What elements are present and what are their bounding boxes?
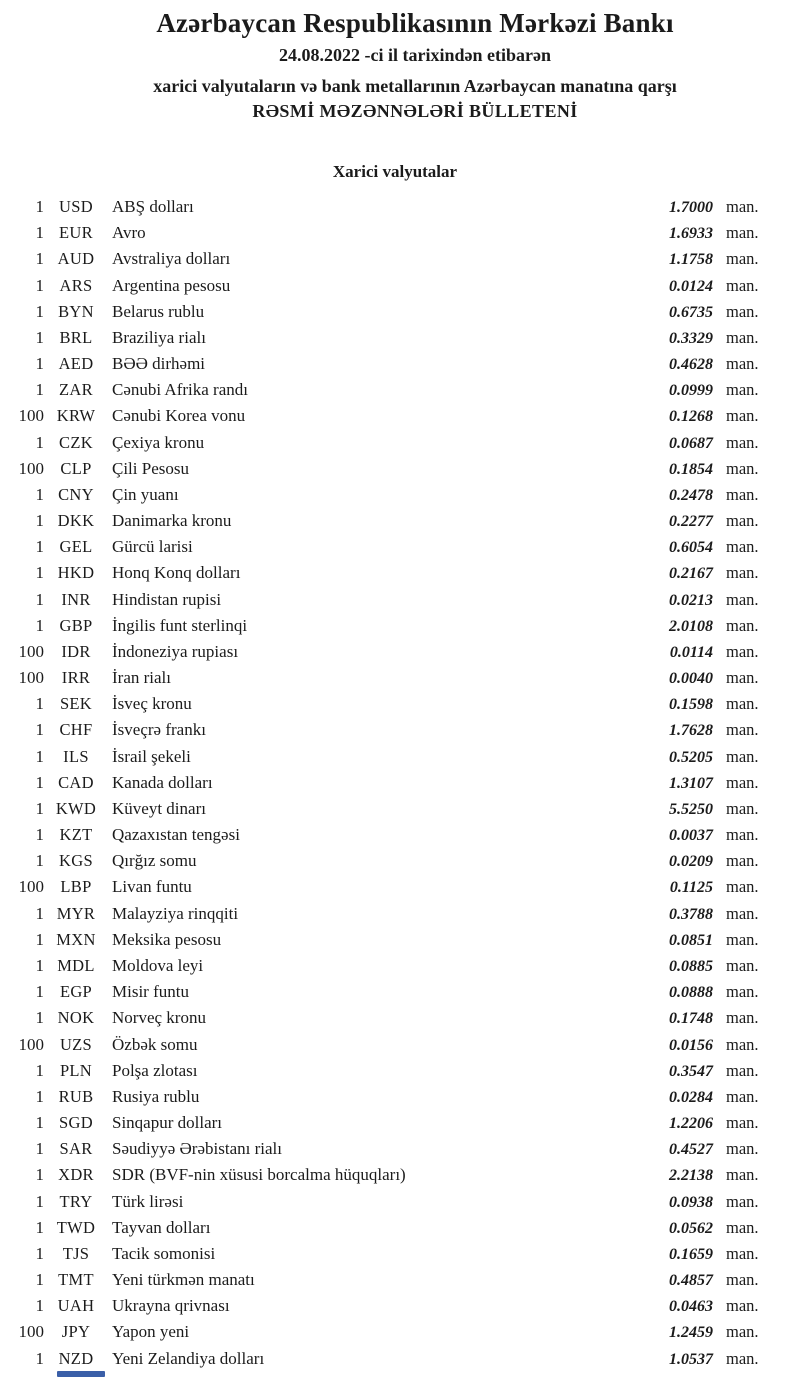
unit-cell: man. [726,1191,759,1211]
rate-row [0,1005,800,1031]
quantity-cell: 1 [35,354,44,374]
rate-value-cell: 0.0463 [669,1298,713,1316]
currency-code-cell: ZAR [59,380,93,400]
quantity-cell: 1 [35,589,44,609]
rate-row [0,1032,800,1058]
rate-row [0,953,800,979]
currency-code-cell: LBP [60,877,92,897]
currency-code-cell: NOK [57,1008,95,1028]
rate-value-cell: 0.6735 [669,303,713,321]
rate-value-cell: 0.1125 [669,879,713,897]
quantity-cell: 1 [35,249,44,269]
rate-value-cell: 0.3547 [669,1062,713,1080]
unit-cell: man. [726,432,759,452]
rate-row [0,822,800,848]
currency-code-cell: KZT [59,825,93,845]
clipped-next-content-bar [57,1371,105,1377]
currency-name-cell: İran rialı [112,668,171,688]
quantity-cell: 1 [35,955,44,975]
rate-row [0,1084,800,1110]
currency-name-cell: Küveyt dinarı [112,798,206,818]
quantity-cell: 1 [35,511,44,531]
rate-row [0,770,800,796]
rate-row [0,482,800,508]
currency-code-cell: GBP [59,615,93,635]
unit-cell: man. [726,354,759,374]
quantity-cell: 1 [35,694,44,714]
rate-row [0,1319,800,1345]
currency-code-cell: UAH [57,1296,95,1316]
currency-name-cell: Çin yuanı [112,484,179,504]
rate-value-cell: 1.3107 [669,774,713,792]
currency-code-cell: CHF [59,720,93,740]
currency-code-cell: IDR [61,641,91,661]
unit-cell: man. [726,484,759,504]
currency-name-cell: Polşa zlotası [112,1060,198,1080]
unit-cell: man. [726,982,759,1002]
currency-code-cell: CLP [60,458,92,478]
currency-code-cell: HKD [57,563,95,583]
currency-name-cell: Türk lirəsi [112,1191,184,1211]
unit-cell: man. [726,1270,759,1290]
currency-name-cell: Avstraliya dolları [112,249,231,269]
unit-cell: man. [726,197,759,216]
unit-cell: man. [726,249,759,269]
rate-value-cell: 0.0885 [669,957,713,975]
unit-cell: man. [726,537,759,557]
rate-value-cell: 0.0040 [669,670,713,688]
currency-code-cell: MYR [56,903,96,923]
rate-value-cell: 0.0114 [669,643,713,661]
rate-value-cell: 0.2167 [669,565,713,583]
currency-name-cell: Sinqapur dolları [112,1113,223,1133]
exchange-rates-table [0,194,800,1372]
rate-row [0,299,800,325]
unit-cell: man. [726,1217,759,1237]
rate-row [0,508,800,534]
rate-value-cell: 0.1659 [669,1245,713,1263]
unit-cell: man. [726,563,759,583]
rate-value-cell: 0.0999 [669,382,713,400]
rate-value-cell: 0.0124 [669,277,713,295]
rate-value-cell: 1.2206 [669,1115,713,1133]
currency-code-cell: MDL [57,955,95,975]
rate-value-cell: 0.0156 [669,1036,713,1054]
unit-cell: man. [726,955,759,975]
currency-name-cell: Norveç kronu [112,1008,206,1028]
currency-name-cell: Cənubi Korea vonu [112,406,246,426]
rate-row [0,1293,800,1319]
rate-value-cell: 0.6054 [669,539,713,557]
rate-value-cell: 0.0213 [669,591,713,609]
quantity-cell: 1 [35,563,44,583]
rate-row [0,901,800,927]
currency-name-cell: Qazaxıstan tengəsi [112,825,240,845]
rate-row [0,377,800,403]
rate-value-cell: 0.0938 [669,1193,713,1211]
quantity-cell: 1 [35,746,44,766]
rate-value-cell: 0.0209 [669,853,713,871]
currency-name-cell: Argentina pesosu [112,275,231,295]
rate-value-cell: 1.2459 [669,1324,713,1342]
currency-code-cell: ILS [63,746,89,766]
unit-cell: man. [726,1296,759,1316]
rate-value-cell: 2.0108 [669,617,713,635]
unit-cell: man. [726,275,759,295]
unit-cell: man. [726,327,759,347]
rate-value-cell: 0.2277 [669,513,713,531]
unit-cell: man. [726,929,759,949]
rate-row [0,1215,800,1241]
quantity-cell: 1 [35,1243,44,1263]
currency-name-cell: Livan funtu [112,877,192,897]
rate-row [0,351,800,377]
rate-value-cell: 0.2478 [669,486,713,504]
rate-value-cell: 0.0037 [669,827,713,845]
unit-cell: man. [726,406,759,426]
quantity-cell: 1 [35,275,44,295]
currency-code-cell: CNY [58,484,94,504]
quantity-cell: 100 [18,406,44,426]
currency-code-cell: SGD [59,1113,93,1133]
rate-value-cell: 1.7628 [669,722,713,740]
quantity-cell: 100 [18,877,44,897]
currency-code-cell: CAD [58,772,94,792]
rate-value-cell: 0.4628 [669,356,713,374]
currency-code-cell: TRY [59,1191,93,1211]
currency-code-cell: TWD [56,1217,96,1237]
rate-row [0,220,800,246]
quantity-cell: 1 [35,929,44,949]
currency-name-cell: Misir funtu [112,982,189,1002]
rate-row [0,403,800,429]
currency-name-cell: Ukrayna qrivnası [112,1296,230,1316]
unit-cell: man. [726,772,759,792]
quantity-cell: 1 [35,1113,44,1133]
rate-row [0,744,800,770]
rate-value-cell: 0.0562 [669,1219,713,1237]
unit-cell: man. [726,1034,759,1054]
currency-code-cell: USD [59,197,93,216]
currency-name-cell: Çili Pesosu [112,458,189,478]
currency-name-cell: İsrail şekeli [112,746,191,766]
unit-cell: man. [726,1113,759,1133]
rate-value-cell: 0.1748 [669,1010,713,1028]
currency-code-cell: SAR [59,1139,93,1159]
unit-cell: man. [726,511,759,531]
quantity-cell: 1 [35,1296,44,1316]
currency-code-cell: AED [58,354,94,374]
quantity-cell: 1 [35,851,44,871]
currency-code-cell: INR [61,589,91,609]
rate-value-cell: 1.1758 [669,251,713,269]
currency-code-cell: UZS [59,1034,93,1054]
rate-row [0,979,800,1005]
rate-value-cell: 0.5205 [669,748,713,766]
currency-name-cell: ABŞ dolları [112,197,194,216]
currency-name-cell: Braziliya rialı [112,327,206,347]
unit-cell: man. [726,301,759,321]
rate-row [0,587,800,613]
rate-row [0,560,800,586]
currency-name-cell: Cənubi Afrika randı [112,380,248,400]
effective-date-line: 24.08.2022 -ci il tarixindən etibarən [279,45,551,65]
rate-row [0,1058,800,1084]
rate-row [0,534,800,560]
currency-name-cell: Yeni türkmən manatı [112,1270,255,1290]
currency-code-cell: KWD [55,798,97,818]
unit-cell: man. [726,589,759,609]
rate-value-cell: 5.5250 [669,800,713,818]
quantity-cell: 1 [35,1348,44,1368]
unit-cell: man. [726,720,759,740]
rate-value-cell: 0.3788 [669,905,713,923]
unit-cell: man. [726,798,759,818]
unit-cell: man. [726,380,759,400]
quantity-cell: 1 [35,1008,44,1028]
quantity-cell: 1 [35,903,44,923]
rate-value-cell: 0.4527 [669,1141,713,1159]
rate-value-cell: 0.4857 [669,1272,713,1290]
rate-value-cell: 0.1598 [669,696,713,714]
rate-value-cell: 1.6933 [669,225,713,243]
currency-code-cell: XDR [58,1165,94,1185]
currency-code-cell: BYN [58,301,94,321]
unit-cell: man. [726,223,759,243]
rate-value-cell: 0.0851 [669,931,713,949]
rate-row [0,456,800,482]
quantity-cell: 1 [35,432,44,452]
rate-row [0,796,800,822]
currency-code-cell: KGS [59,851,93,871]
rate-value-cell: 0.0687 [669,434,713,452]
currency-code-cell: ARS [59,275,93,295]
rate-row [0,691,800,717]
quantity-cell: 1 [35,223,44,243]
currency-code-cell: AUD [57,249,95,269]
rate-row [0,273,800,299]
rate-row [0,1110,800,1136]
currency-name-cell: Yeni Zelandiya dolları [112,1348,265,1368]
unit-cell: man. [726,1348,759,1368]
currency-name-cell: Honq Konq dolları [112,563,241,583]
quantity-cell: 1 [35,327,44,347]
currency-code-cell: CZK [59,432,93,452]
rate-row [0,848,800,874]
unit-cell: man. [726,1060,759,1080]
unit-cell: man. [726,1008,759,1028]
quantity-cell: 1 [35,1270,44,1290]
unit-cell: man. [726,1322,759,1342]
rate-row [0,874,800,900]
currency-name-cell: Çexiya kronu [112,432,205,452]
quantity-cell: 1 [35,982,44,1002]
rate-row [0,927,800,953]
currency-name-cell: Avro [112,223,146,243]
rate-row [0,246,800,272]
rate-row [0,1162,800,1188]
quantity-cell: 100 [18,668,44,688]
rate-row [0,717,800,743]
rate-row [0,639,800,665]
unit-cell: man. [726,1243,759,1263]
quantity-cell: 1 [35,1191,44,1211]
rate-row [0,665,800,691]
quantity-cell: 100 [18,1322,44,1342]
rate-row [0,613,800,639]
rate-value-cell: 0.0284 [669,1088,713,1106]
rate-row [0,1267,800,1293]
quantity-cell: 1 [35,1139,44,1159]
currency-name-cell: Rusiya rublu [112,1086,200,1106]
currency-code-cell: EUR [59,223,93,243]
rate-row [0,1189,800,1215]
currency-code-cell: SEK [59,694,93,714]
currency-code-cell: GEL [59,537,93,557]
currency-name-cell: BƏƏ dirhəmi [112,354,206,374]
unit-cell: man. [726,903,759,923]
quantity-cell: 1 [35,720,44,740]
rate-value-cell: 2.2138 [669,1167,713,1185]
quantity-cell: 1 [35,380,44,400]
currency-code-cell: MXN [56,929,96,949]
currency-name-cell: Moldova leyi [112,955,204,975]
unit-cell: man. [726,1139,759,1159]
quantity-cell: 1 [35,537,44,557]
unit-cell: man. [726,615,759,635]
quantity-cell: 1 [35,825,44,845]
currency-code-cell: IRR [61,668,91,688]
currency-name-cell: İsveç kronu [112,694,192,714]
currency-code-cell: NZD [58,1348,94,1368]
currency-name-cell: Belarus rublu [112,301,205,321]
quantity-cell: 100 [18,1034,44,1054]
rate-value-cell: 1.7000 [669,199,713,216]
currency-name-cell: Səudiyyə Ərəbistanı rialı [112,1139,282,1159]
unit-cell: man. [726,746,759,766]
currency-name-cell: Yapon yeni [112,1322,190,1342]
quantity-cell: 1 [35,1060,44,1080]
currency-name-cell: Meksika pesosu [112,929,222,949]
currency-code-cell: TMT [58,1270,94,1290]
quantity-cell: 100 [18,641,44,661]
quantity-cell: 1 [35,301,44,321]
unit-cell: man. [726,877,759,897]
currency-name-cell: İndoneziya rupiası [112,641,239,661]
unit-cell: man. [726,458,759,478]
unit-cell: man. [726,1086,759,1106]
currency-code-cell: PLN [59,1060,93,1080]
currency-code-cell: EGP [59,982,93,1002]
currency-name-cell: SDR (BVF-nin xüsusi borcalma hüquqları) [112,1165,406,1185]
currency-name-cell: Qırğız somu [112,851,197,871]
bank-name: Azərbaycan Respublikasının Mərkəzi Bankı [156,8,674,38]
currency-name-cell: Malayziya rinqqiti [112,903,239,923]
currency-code-cell: DKK [57,511,95,531]
bulletin-title: RƏSMİ MƏZƏNNƏLƏRİ BÜLLETENİ [252,101,578,121]
rate-row [0,194,800,220]
rate-value-cell: 0.1854 [669,460,713,478]
currency-code-cell: TJS [62,1243,90,1263]
currency-code-cell: BRL [59,327,93,347]
quantity-cell: 1 [35,484,44,504]
currency-name-cell: İngilis funt sterlinqi [112,615,248,635]
section-title-foreign-currencies: Xarici valyutalar [332,162,458,181]
currency-name-cell: Tacik somonisi [112,1243,216,1263]
currency-name-cell: Özbək somu [112,1034,198,1054]
unit-cell: man. [726,641,759,661]
rate-value-cell: 0.3329 [669,329,713,347]
currency-name-cell: Tayvan dolları [112,1217,211,1237]
currency-name-cell: İsveçrə frankı [112,720,206,740]
quantity-cell: 1 [35,798,44,818]
currency-name-cell: Gürcü larisi [112,537,193,557]
currency-name-cell: Danimarka kronu [112,511,232,531]
quantity-cell: 1 [35,197,44,216]
rate-row [0,1346,800,1372]
scope-line: xarici valyutaların və bank metallarının Azərbaycan manatına qarşı [153,76,677,96]
unit-cell: man. [726,1165,759,1185]
rate-row [0,1241,800,1267]
rate-row [0,325,800,351]
currency-code-cell: RUB [58,1086,94,1106]
currency-code-cell: JPY [61,1322,91,1342]
quantity-cell: 1 [35,1217,44,1237]
unit-cell: man. [726,825,759,845]
quantity-cell: 1 [35,1165,44,1185]
unit-cell: man. [726,668,759,688]
rate-row [0,430,800,456]
rate-value-cell: 1.0537 [669,1350,713,1368]
quantity-cell: 1 [35,1086,44,1106]
quantity-cell: 1 [35,615,44,635]
unit-cell: man. [726,851,759,871]
currency-name-cell: Kanada dolları [112,772,213,792]
rate-row [0,1136,800,1162]
rate-value-cell: 0.0888 [669,984,713,1002]
quantity-cell: 100 [18,458,44,478]
quantity-cell: 1 [35,772,44,792]
rate-value-cell: 0.1268 [669,408,713,426]
currency-name-cell: Hindistan rupisi [112,589,222,609]
unit-cell: man. [726,694,759,714]
currency-code-cell: KRW [56,406,96,426]
